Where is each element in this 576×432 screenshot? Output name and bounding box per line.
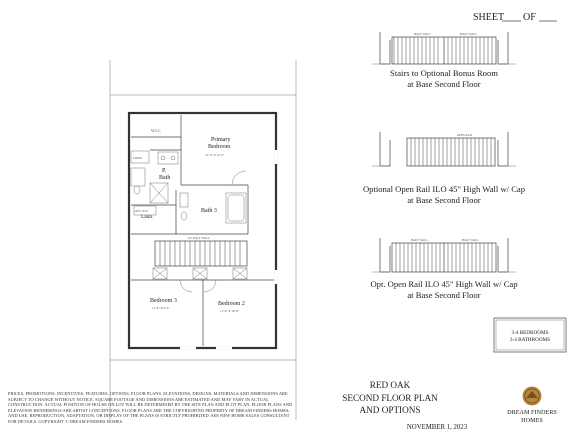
dream-finders-logo bbox=[507, 387, 557, 425]
stair bbox=[155, 241, 247, 266]
bedroom3-label: Bedroom 3 bbox=[150, 298, 177, 304]
p-bath-label: P. bbox=[162, 168, 167, 174]
linen-label: LINEN bbox=[133, 156, 142, 160]
elev1-tag-left: HALF WALL bbox=[414, 32, 431, 36]
wic-label: W.I.C. bbox=[151, 128, 162, 133]
stair-treads bbox=[160, 241, 240, 266]
half-wall-tag: 45" HALF WALL bbox=[188, 236, 210, 240]
bedroom3-dims: 11'-0" X 9'-6" bbox=[152, 306, 170, 310]
primary-door-swing bbox=[232, 171, 246, 185]
floor-plan bbox=[110, 60, 296, 420]
p-bath-label-2: Bath bbox=[159, 175, 171, 181]
disclaimer-text: PRICES, PROMOTIONS, INCENTIVES, FEATURES, OPTIONS, FLOOR PLANS, ELEVATIONS, DESIGNS, MATERIALS AND DIMENSIONS ARE SUBJECT TO CHANGE WITHOUT NOTICE. SQUARE FOOTAGE AND DIMENSIONS ARE ESTIMATED AND MAY VARY IN ACTUAL CONSTRUCTION. ACTUAL POSITION OF HOUSE ON LOT WILL BE DETERMINED BY THE SITE PLAN AND PLOT PLAN. FLOOR PLANS AND ELEVATION RENDERINGS ARE ARTIST CONCEPTIONS. FLOOR PLANS ARE THE COPYRIGHTED PROPERTY OF DREAM FINDERS HOMES, AND USE, REPRODUCTION, ADAPTATION, OR DISPLAY OF THE PLANS IS STRICTLY PROHIBITED. SEE NEW HOME SALES CONSULTANT FOR DETAILS. COPYRIGHT © DREAM FINDERS HOMES bbox=[8, 391, 293, 424]
elev2-tag: OPEN RAIL bbox=[457, 133, 473, 137]
exterior-wall bbox=[129, 113, 276, 348]
bedroom-count: 3-4 BEDROOMS bbox=[511, 330, 549, 336]
laundry-label: Laun. bbox=[141, 214, 154, 220]
primary-bedroom-label: Primary bbox=[211, 137, 231, 143]
bedroom2-label: Bedroom 2 bbox=[218, 301, 245, 307]
room-count-box bbox=[494, 318, 566, 352]
title-line1: RED OAK bbox=[369, 380, 411, 390]
sheet-number-block bbox=[473, 12, 557, 23]
elevation-open-rail bbox=[363, 132, 525, 205]
elev2-caption-line1: Optional Open Rail ILO 45" High Wall w/ Cap bbox=[362, 184, 526, 194]
elev1-tag-right: HALF WALL bbox=[460, 32, 477, 36]
sheet-label: SHEET bbox=[473, 12, 505, 23]
brand-line2: HOMES bbox=[521, 417, 543, 424]
elev3-tag-right: HALF WALL bbox=[462, 238, 479, 242]
brand-line1: DREAM FINDERS bbox=[507, 409, 557, 416]
elev1-caption-line1: Stairs to Optional Bonus Room bbox=[390, 68, 498, 78]
primary-bedroom-label-2: Bedroom bbox=[208, 144, 231, 150]
elevation-stairs-bonus bbox=[372, 32, 516, 89]
primary-bedroom-dims: 14'-0" X 12'-5" bbox=[205, 153, 225, 157]
elev1-caption-line2: at Base Second Floor bbox=[407, 79, 481, 89]
bathroom-count: 3-4 BATHROOMS bbox=[509, 337, 551, 343]
bedroom2-dims: 11'-6" X 10'-0" bbox=[220, 309, 240, 313]
title-block bbox=[342, 380, 467, 431]
title-line3: AND OPTIONS bbox=[359, 405, 421, 415]
elev3-caption-line1: Opt. Open Rail ILO 45" High Wall w/ Cap bbox=[370, 279, 518, 289]
opt-wd-label: OPT. W/D bbox=[135, 209, 148, 213]
title-line2: SECOND FLOOR PLAN bbox=[342, 393, 438, 403]
bath3-label: Bath 3 bbox=[201, 208, 217, 214]
sheet-of-label: OF bbox=[523, 12, 536, 23]
elevation-open-rail-half-wall bbox=[370, 238, 517, 300]
toilet-icon bbox=[134, 186, 140, 194]
elev2-caption-line2: at Base Second Floor bbox=[407, 195, 481, 205]
elev3-tag-left: HALF WALL bbox=[411, 238, 428, 242]
bath3-tub bbox=[226, 193, 246, 223]
elev3-caption-line2: at Base Second Floor bbox=[407, 290, 481, 300]
plan-date: NOVEMBER 1, 2023 bbox=[406, 424, 468, 431]
